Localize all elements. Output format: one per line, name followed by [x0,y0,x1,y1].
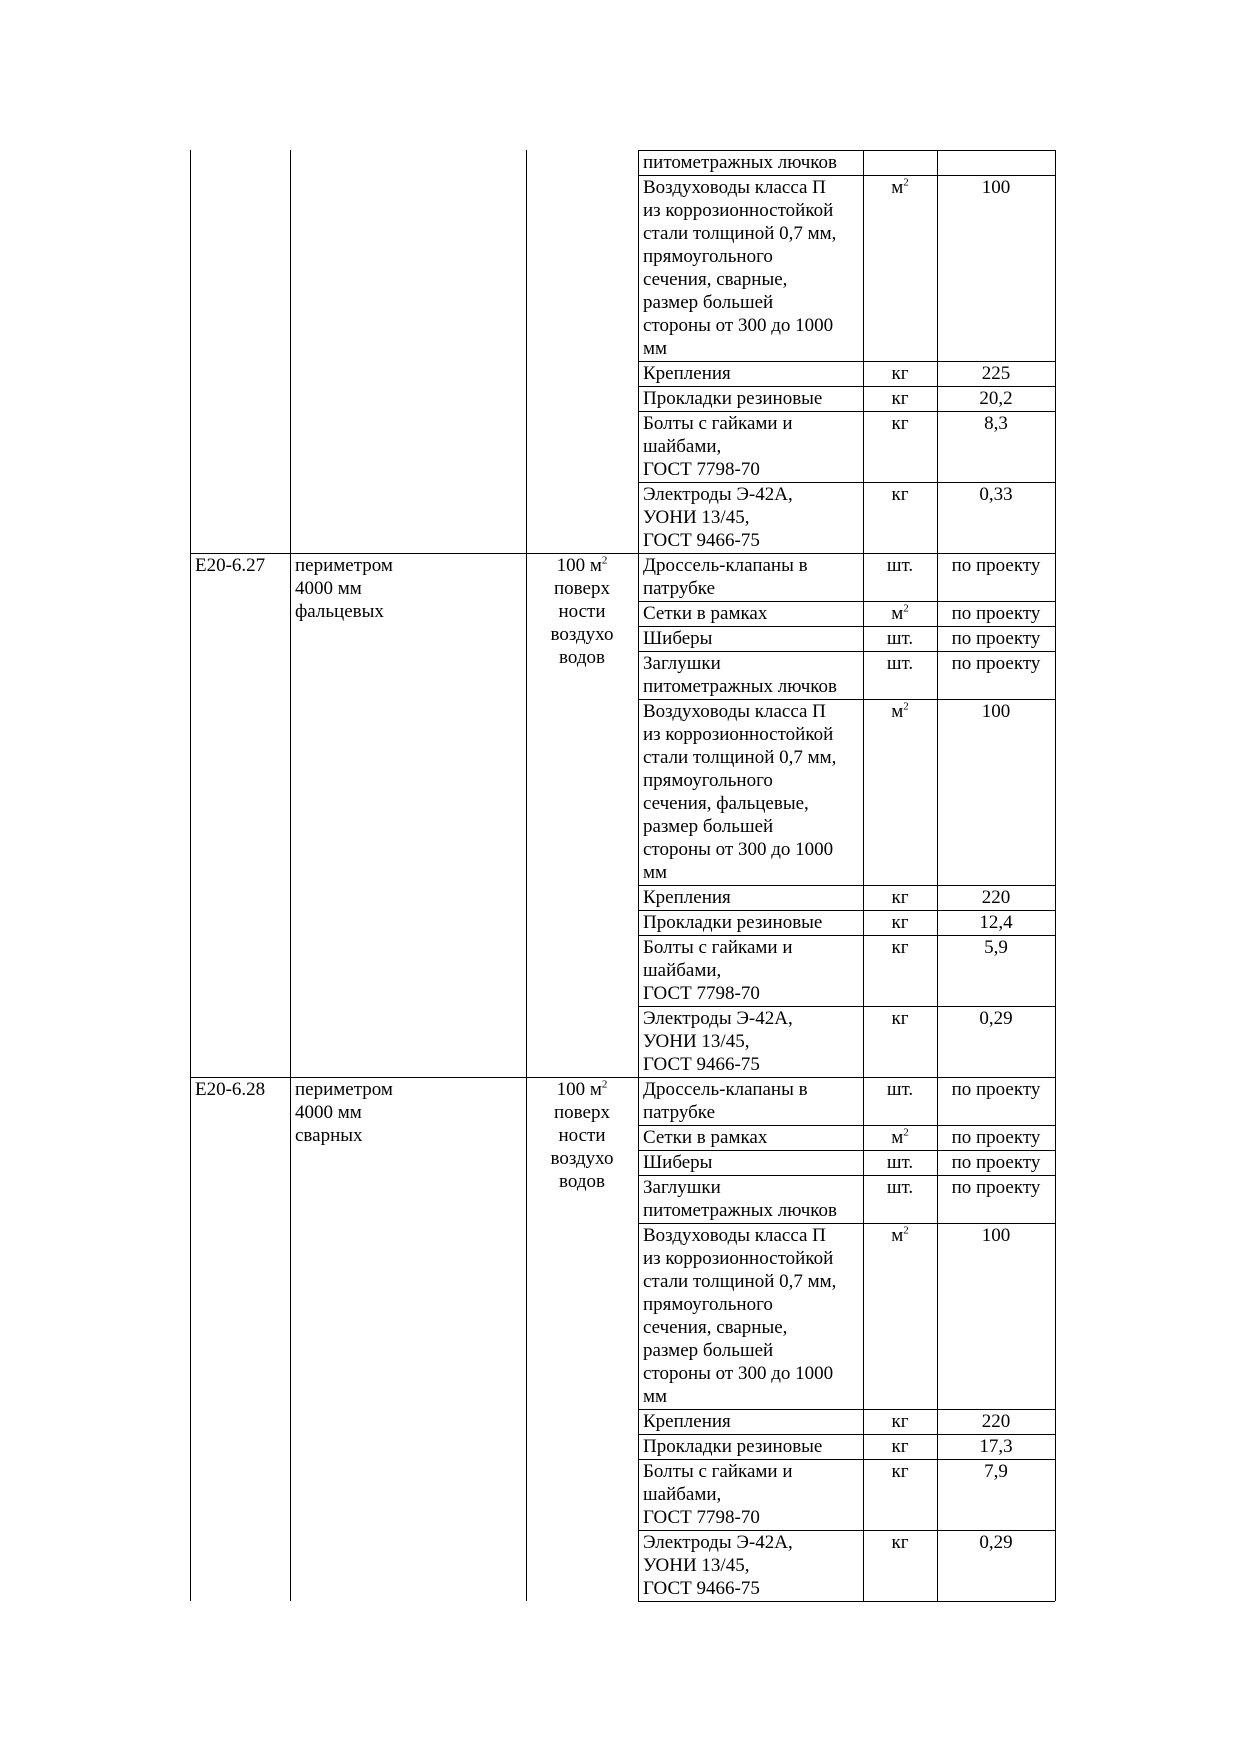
table-vertical-rule [526,150,527,1601]
item-quantity: 7,9 [984,1461,1008,1482]
item-name: Заглушки питометражных лючков [643,1177,838,1221]
norm-measure: 100 $м^2$ поверх ности воздухо водов [550,1078,614,1192]
norm-title: периметром 4000 мм фальцевых [295,555,393,622]
item-unit: кг [891,937,909,958]
item-unit: кг [891,912,909,933]
item-quantity: по проекту [951,1152,1041,1173]
item-unit: шт. [886,653,914,674]
norm-title: периметром 4000 мм сварных [295,1079,393,1146]
norm-code: Е20-6.28 [195,1079,266,1100]
table-vertical-rule [290,150,291,1601]
item-quantity: 20,2 [979,388,1013,409]
item-name: Сетки в рамках [643,603,768,624]
item-quantity: по проекту [951,603,1041,624]
item-name: Воздуховоды класса П из коррозионностойкой стали толщиной 0,7 мм, прямоугольного сечения, сварные, размер большей стороны от 300 до 1000 мм [643,1225,837,1407]
item-quantity: по проекту [951,1177,1041,1198]
table-vertical-rule [638,150,639,1601]
item-quantity: 100 [981,177,1011,198]
item-quantity: по проекту [951,1127,1041,1148]
item-unit: кг [891,413,909,434]
item-name: Шиберы [643,1152,713,1173]
item-quantity: 8,3 [984,413,1008,434]
item-name: Крепления [643,1411,731,1432]
item-quantity: 100 [981,701,1011,722]
item-name: Болты с гайками и шайбами, ГОСТ 7798-70 [643,413,793,480]
item-unit: $м^2$ [891,176,909,198]
item-unit: $м^2$ [891,1224,909,1246]
item-quantity: по проекту [951,555,1041,576]
item-name: Дроссель-клапаны в патрубке [643,555,808,599]
item-name: Электроды Э-42А, УОНИ 13/45, ГОСТ 9466-75 [643,484,793,551]
item-quantity: 220 [981,887,1011,908]
item-unit: шт. [886,1152,914,1173]
item-unit: кг [891,1461,909,1482]
item-unit: $м^2$ [891,700,909,722]
item-quantity: 0,29 [979,1008,1013,1029]
norm-code: Е20-6.27 [195,555,266,576]
item-unit: кг [891,1532,909,1553]
item-quantity: 225 [981,363,1011,384]
item-unit: шт. [886,1079,914,1100]
item-name: Болты с гайками и шайбами, ГОСТ 7798-70 [643,1461,793,1528]
item-name: Воздуховоды класса П из коррозионностойкой стали толщиной 0,7 мм, прямоугольного сечения, сварные, размер большей стороны от 300 до 1000 мм [643,177,837,359]
item-name: Дроссель-клапаны в патрубке [643,1079,808,1123]
item-unit: шт. [886,1177,914,1198]
item-unit: $м^2$ [891,1126,909,1148]
table-horizontal-rule [638,1601,1055,1602]
item-unit: кг [891,1008,909,1029]
item-name: Прокладки резиновые [643,388,823,409]
item-name: Крепления [643,887,731,908]
item-unit: кг [891,484,909,505]
item-name: Прокладки резиновые [643,1436,823,1457]
item-quantity: по проекту [951,653,1041,674]
item-unit: кг [891,887,909,908]
item-unit: кг [891,363,909,384]
item-name: Заглушки питометражных лючков [643,653,838,697]
table-vertical-rule [1055,150,1056,1601]
item-name: Крепления [643,363,731,384]
item-name: Сетки в рамках [643,1127,768,1148]
item-quantity: 12,4 [979,912,1013,933]
item-quantity: 17,3 [979,1436,1013,1457]
item-quantity: 220 [981,1411,1011,1432]
item-unit: кг [891,388,909,409]
item-name: питометражных лючков [643,152,838,173]
item-quantity: по проекту [951,1079,1041,1100]
item-unit: шт. [886,555,914,576]
item-name: Болты с гайками и шайбами, ГОСТ 7798-70 [643,937,793,1004]
table-vertical-rule [190,150,191,1601]
item-quantity: 0,33 [979,484,1013,505]
item-quantity: по проекту [951,628,1041,649]
item-name: Электроды Э-42А, УОНИ 13/45, ГОСТ 9466-75 [643,1008,793,1075]
norms-table [190,150,1062,1599]
item-name: Шиберы [643,628,713,649]
item-quantity: 5,9 [984,937,1008,958]
item-unit: шт. [886,628,914,649]
item-name: Электроды Э-42А, УОНИ 13/45, ГОСТ 9466-75 [643,1532,793,1599]
item-unit: кг [891,1411,909,1432]
item-name: Прокладки резиновые [643,912,823,933]
item-quantity: 0,29 [979,1532,1013,1553]
item-unit: $м^2$ [891,602,909,624]
item-name: Воздуховоды класса П из коррозионностойкой стали толщиной 0,7 мм, прямоугольного сечения, фальцевые, размер большей стороны от 300 до 1000 мм [643,701,837,883]
item-unit: кг [891,1436,909,1457]
norm-measure: 100 $м^2$ поверх ности воздухо водов [550,554,614,668]
item-quantity: 100 [981,1225,1011,1246]
